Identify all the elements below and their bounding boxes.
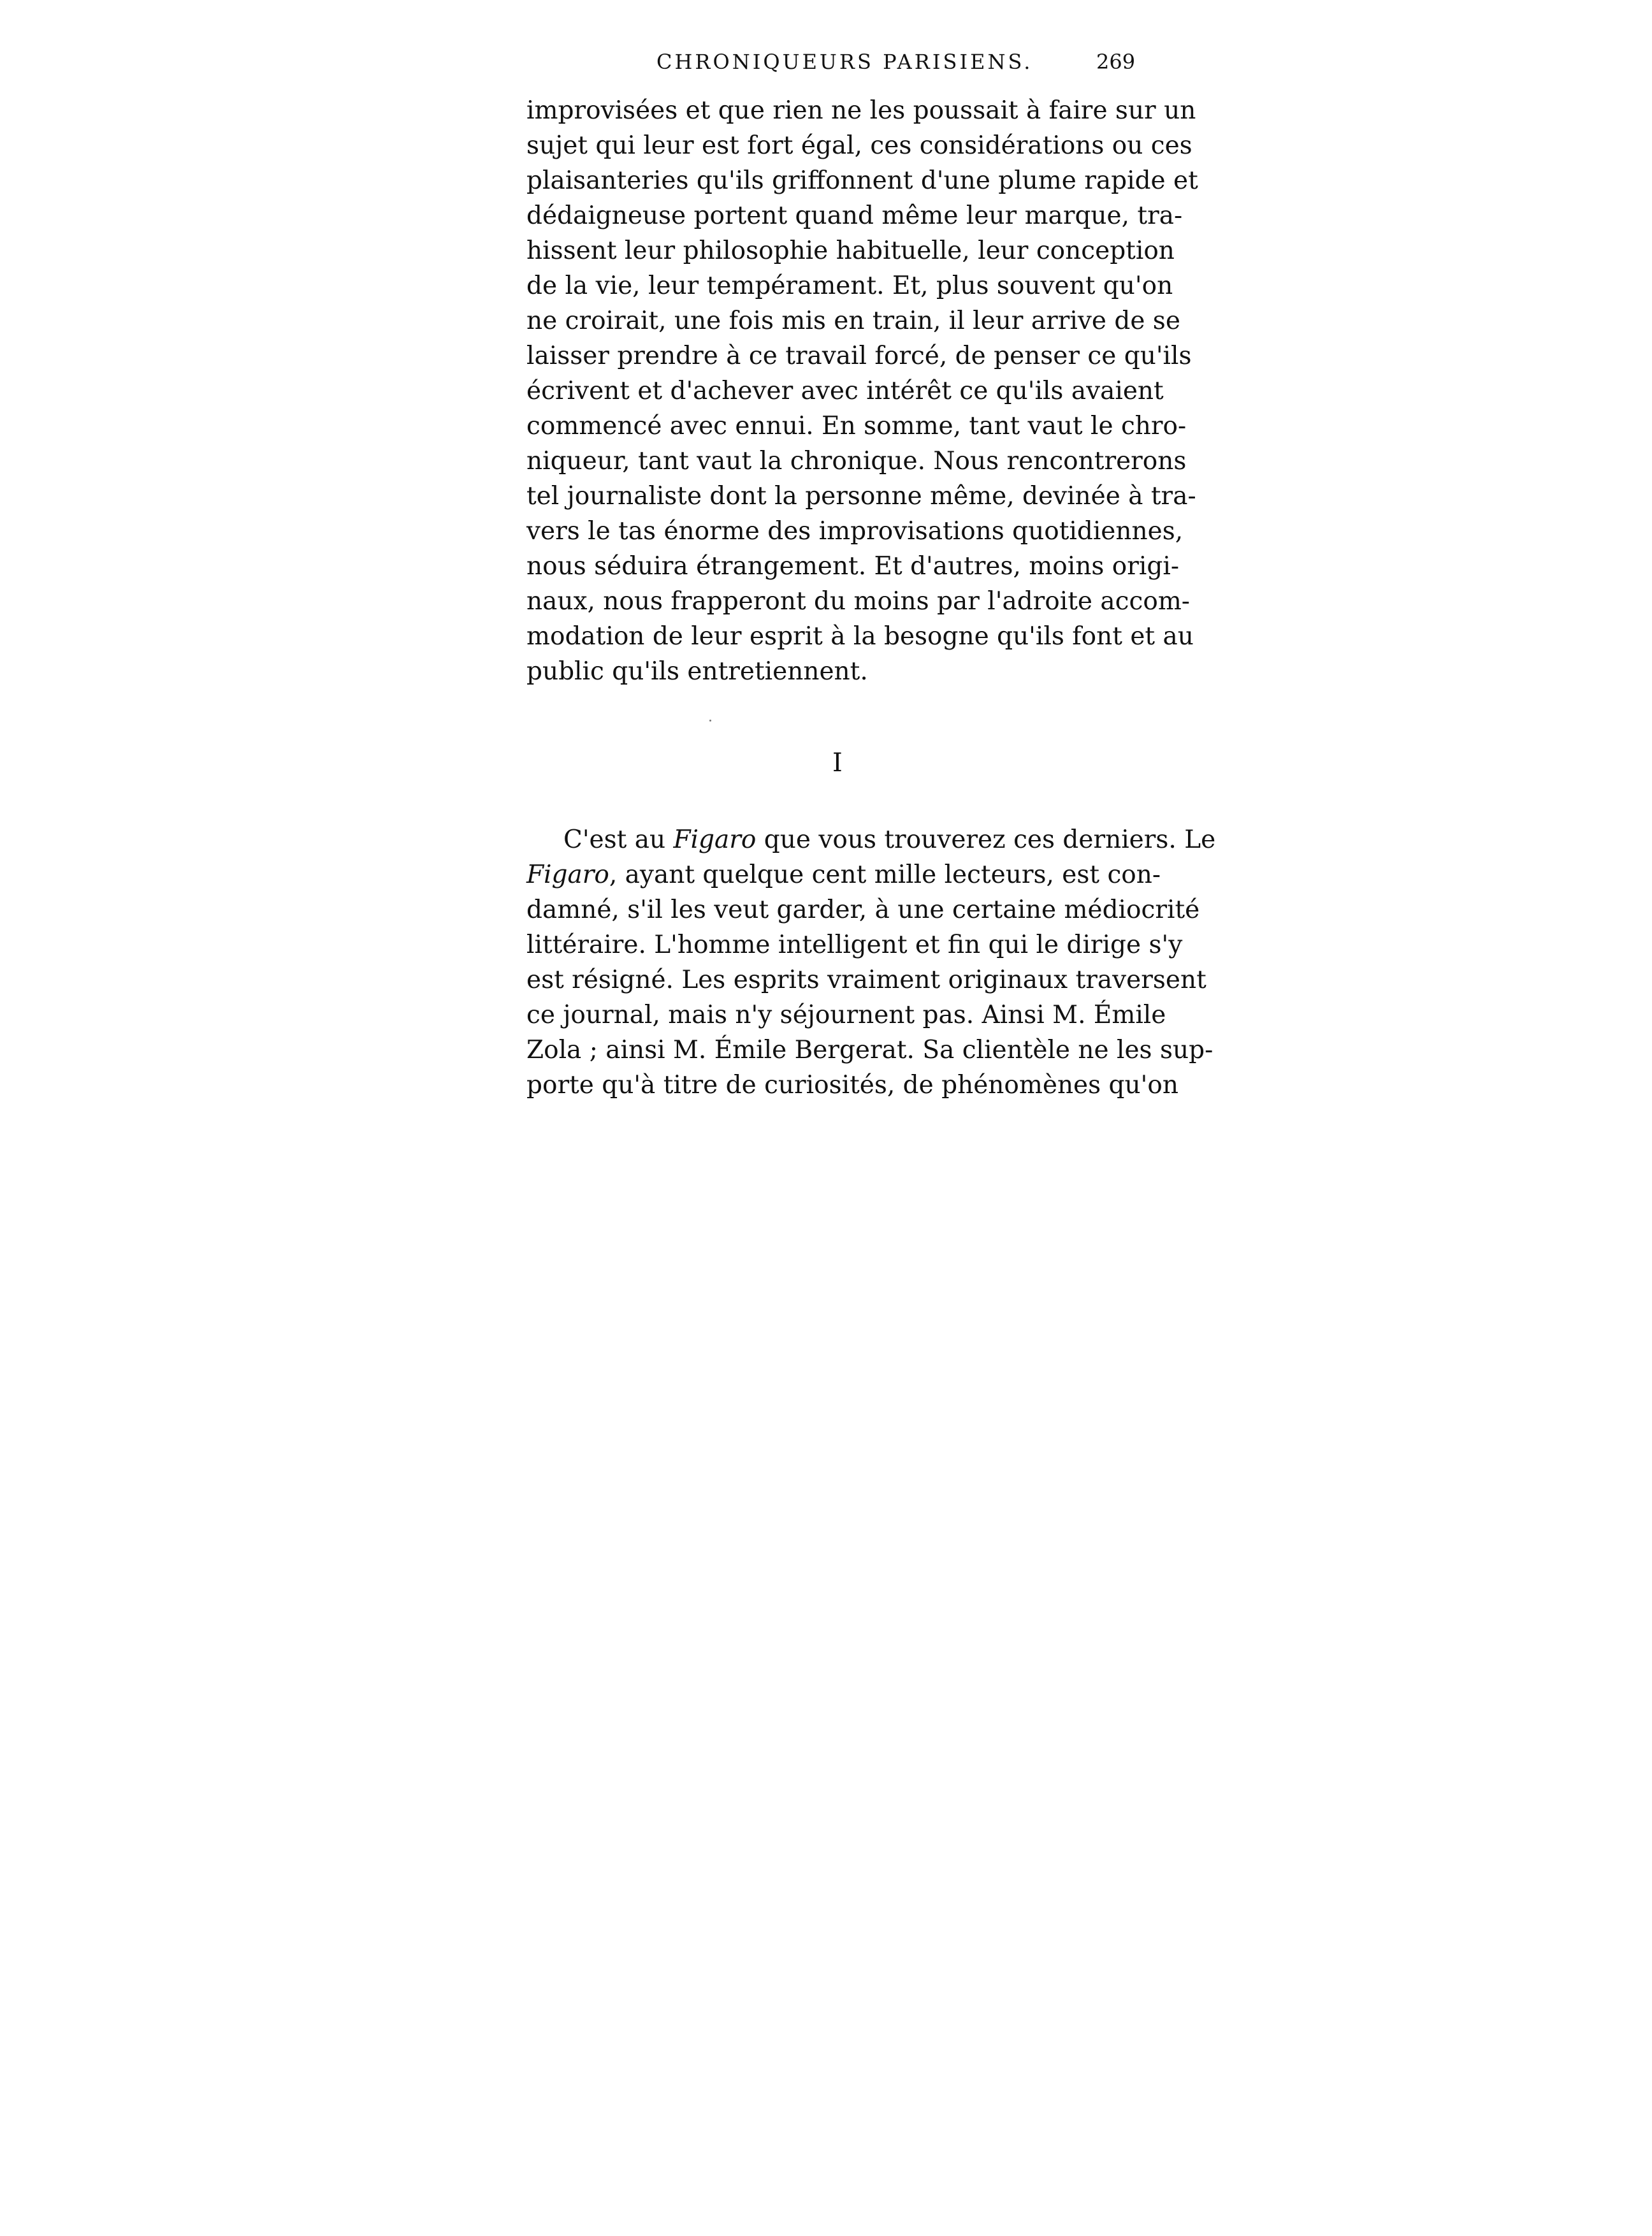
text-line: dédaigneuse portent quand même leur marque, tra- [526, 201, 1183, 230]
text-line: sujet qui leur est fort égal, ces considérations ou ces [526, 131, 1192, 160]
text-line: est résigné. Les esprits vraiment originaux traversent [526, 966, 1206, 994]
text-line: damné, s'il les veut garder, à une certaine médiocrité [526, 896, 1200, 924]
text-line: hissent leur philosophie habituelle, leur conception [526, 236, 1175, 265]
text-line: plaisanteries qu'ils griffonnent d'une plume rapide et [526, 166, 1198, 195]
text-line: modation de leur esprit à la besogne qu'ils font et au [526, 622, 1194, 651]
text-run: que vous trouverez ces derniers. Le [756, 825, 1216, 854]
text-line [526, 857, 1161, 892]
text-line: laisser prendre à ce travail forcé, de penser ce qu'ils [526, 342, 1192, 370]
text-line: vers le tas énorme des improvisations quotidiennes, [526, 517, 1184, 546]
paragraph-section-one [526, 822, 1216, 1103]
text-line-last: public qu'ils entretiennent. [526, 657, 868, 686]
text-line: naux, nous frapperont du moins par l'adroite accom- [526, 587, 1190, 616]
text-line: niqueur, tant vaut la chronique. Nous rencontrerons [526, 447, 1187, 476]
text-line: Zola ; ainsi M. Émile Bergerat. Sa clientèle ne les sup- [526, 1036, 1214, 1064]
text-run: C'est au [563, 825, 674, 854]
page-number: 269 [1096, 50, 1136, 74]
print-speck [709, 720, 711, 722]
text-line: nous séduira étrangement. Et d'autres, moins origi- [526, 552, 1179, 581]
text-line: porte qu'à titre de curiosités, de phénomènes qu'on [526, 1071, 1178, 1100]
text-line: improvisées et que rien ne les poussait à faire sur un [526, 96, 1196, 125]
text-line: tel journaliste dont la personne même, devinée à tra- [526, 482, 1196, 511]
text-run: , ayant quelque cent mille lecteurs, est con- [609, 860, 1161, 889]
italic-title: Figaro [526, 860, 609, 889]
text-line: littéraire. L'homme intelligent et fin qui le dirige s'y [526, 931, 1183, 959]
section-numeral: I [832, 748, 843, 778]
italic-title: Figaro [673, 825, 757, 854]
text-line: écrivent et d'achever avec intérêt ce qu'ils avaient [526, 377, 1164, 405]
text-line: ne croirait, une fois mis en train, il leur arrive de se [526, 307, 1180, 335]
paragraph-continued [526, 93, 1198, 689]
text-line: commencé avec ennui. En somme, tant vaut le chro- [526, 412, 1187, 440]
running-head: CHRONIQUEURS PARISIENS. [656, 50, 1033, 74]
text-line: de la vie, leur tempérament. Et, plus souvent qu'on [526, 272, 1173, 300]
text-line: ce journal, mais n'y séjournent pas. Ainsi M. Émile [526, 1001, 1166, 1029]
text-line-first [526, 822, 1216, 857]
